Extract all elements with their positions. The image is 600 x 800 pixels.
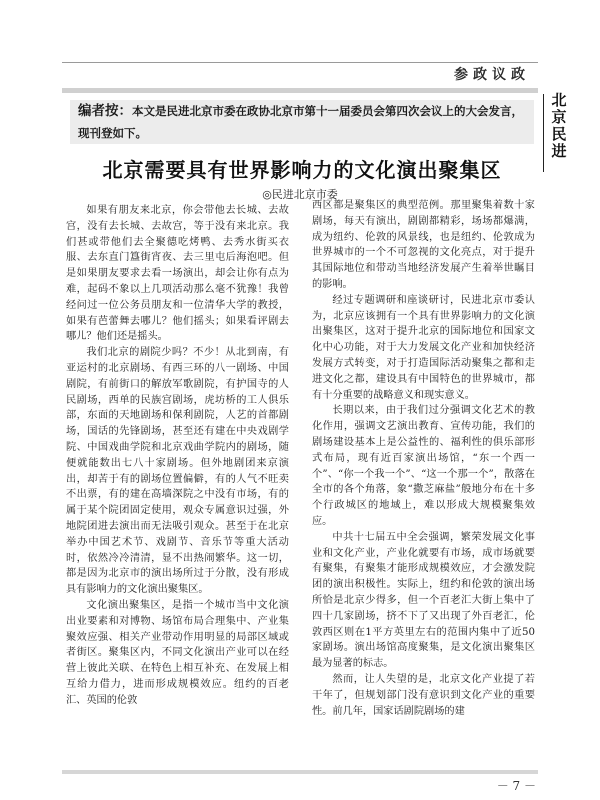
paragraph: 文化演出聚集区，是指一个城市当中文化演出业要素和对博物、场馆布局合理集中、产业集聚效应强、相关产业带动作用明显的局部区域或者街区。聚集区内，不同文化演出产业可以在经营上彼此关联、在特色上相互补充、在发展上相互给力借力，进而形成规模效应。纽约的百老汇、英国的伦敦 xyxy=(66,599,289,706)
right-column xyxy=(312,198,535,719)
section-bar xyxy=(62,88,538,93)
footer-bar xyxy=(62,770,538,774)
header-rule xyxy=(62,62,538,63)
page-number: － 7 － xyxy=(496,779,536,793)
paragraph: 我们北京的剧院少吗？不少！从北到南，有亚运村的北京剧场、有西三环的八一剧场、中国剧院，有前街口的解放军歌剧院，有护国寺的人民剧场，西单的民族宫剧场，虎坊桥的工人俱乐部，东面的天地剧场和保利剧院，人艺的首都剧场，国话的先锋剧场，甚至还有建在中央戏剧学院、中国戏曲学院和北京戏曲学院内的剧场，随便就能数出七八十家剧场。但外地剧团来京演出，却苦于有的剧场位置偏僻，有的人气不旺卖不出票，有的建在高墙深院之中没有市场，有的属于某个院团固定使用，观众专属意识过强，外地院团进去演出而无法吸引观众。甚至于在北京举办中国艺术节、戏剧节、音乐节等重大活动时，依然冷冷清清，显不出热闹繁华。这一切，都是因为北京市的演出场所过于分散，没有形成具有影响力的文化演出聚集区。 xyxy=(66,347,289,596)
article-author: ◎民进北京市委 xyxy=(262,188,338,201)
side-mark-char: 京 xyxy=(551,108,567,126)
paragraph: 长期以来，由于我们过分强调文化艺术的教化作用，强调文艺演出教育、宣传功能，我们的剧场建设基本上是公益性的、福利性的俱乐部形式布局，现有近百家演出场馆，“东一个西一个”、“你一个我一个”、“这一个那一个”，散落在全市的各个角落，象“撒芝麻盐”般地分布在十多个行政城区的地域上，难以形成大规模聚集效应。 xyxy=(312,405,535,527)
article-title: 北京需要具有世界影响力的文化演出聚集区 xyxy=(102,158,502,182)
editor-note-text: 本文是民进北京市委在政协北京市第十一届委员会第四次会议上的大会发言，现刊登如下。 xyxy=(78,104,523,140)
paragraph: 西区都是聚集区的典型范例。那里聚集着数十家剧场，每天有演出，剧剧都精彩，场场都爆满，成为纽约、伦敦的风景线，也是纽约、伦敦成为世界城市的一个不可忽视的文化亮点，对于提升其国际地位和带动当地经济发展产生着举世瞩目的影响。 xyxy=(312,200,535,290)
left-column xyxy=(66,203,289,709)
editor-note-label: 编者按： xyxy=(78,103,132,119)
paragraph: 经过专题调研和座谈研讨，民进北京市委认为，北京应该拥有一个具有世界影响力的文化演出聚集区，这对于提升北京的国际地位和国家文化中心功能，对于大力发展文化产业和加快经济发展方式转变，对于打造国际活动聚集之都和走进文化之都，建设具有中国特色的世界城市，都有十分重要的战略意义和现实意义。 xyxy=(312,294,535,401)
journal-side-mark xyxy=(548,92,570,160)
paragraph: 中共十七届五中全会强调，繁荣发展文化事业和文化产业，产业化就要有市场，成市场就要有聚集，有聚集才能形成规模效应，才会激发院团的演出积极性。实际上，纽约和伦敦的演出场所恰是北京少得多，但一个百老汇大街上集中了四十几家剧场，挤不下了又出现了外百老汇，伦敦西区则在1平方英里左右的范围内集中了近50家剧场。演出场馆高度聚集，是文化演出聚集区最为显著的标志。 xyxy=(312,531,535,670)
side-mark-char: 进 xyxy=(551,142,567,160)
side-mark-char: 民 xyxy=(551,125,567,143)
section-label: 参政议政 xyxy=(454,67,530,83)
paragraph: 如果有朋友来北京，你会带他去长城、去故宫，没有去长城、去故宫，等于没有来北京。我们甚或带他们去全聚德吃烤鸭、去秀水街买衣服、去东直门簋街宵夜、去三里屯后海泡吧。但是如果朋友要求去看一场演出，却会让你有点为难，起码不象以上几项活动那么毫不犹豫！我曾经问过一位公务员朋友和一位清华大学的教授，如果有芭蕾舞去哪儿？他们摇头；如果看评剧去哪儿？他们还是摇头。 xyxy=(66,205,289,343)
paragraph: 然而，让人失望的是，北京文化产业提了若干年了，但规划部门没有意识到文化产业的重要性。前几年，国家话剧院剧场的建 xyxy=(312,673,535,717)
side-mark-char: 北 xyxy=(551,91,567,109)
editor-note xyxy=(70,100,534,144)
side-mark-divider xyxy=(543,94,544,172)
